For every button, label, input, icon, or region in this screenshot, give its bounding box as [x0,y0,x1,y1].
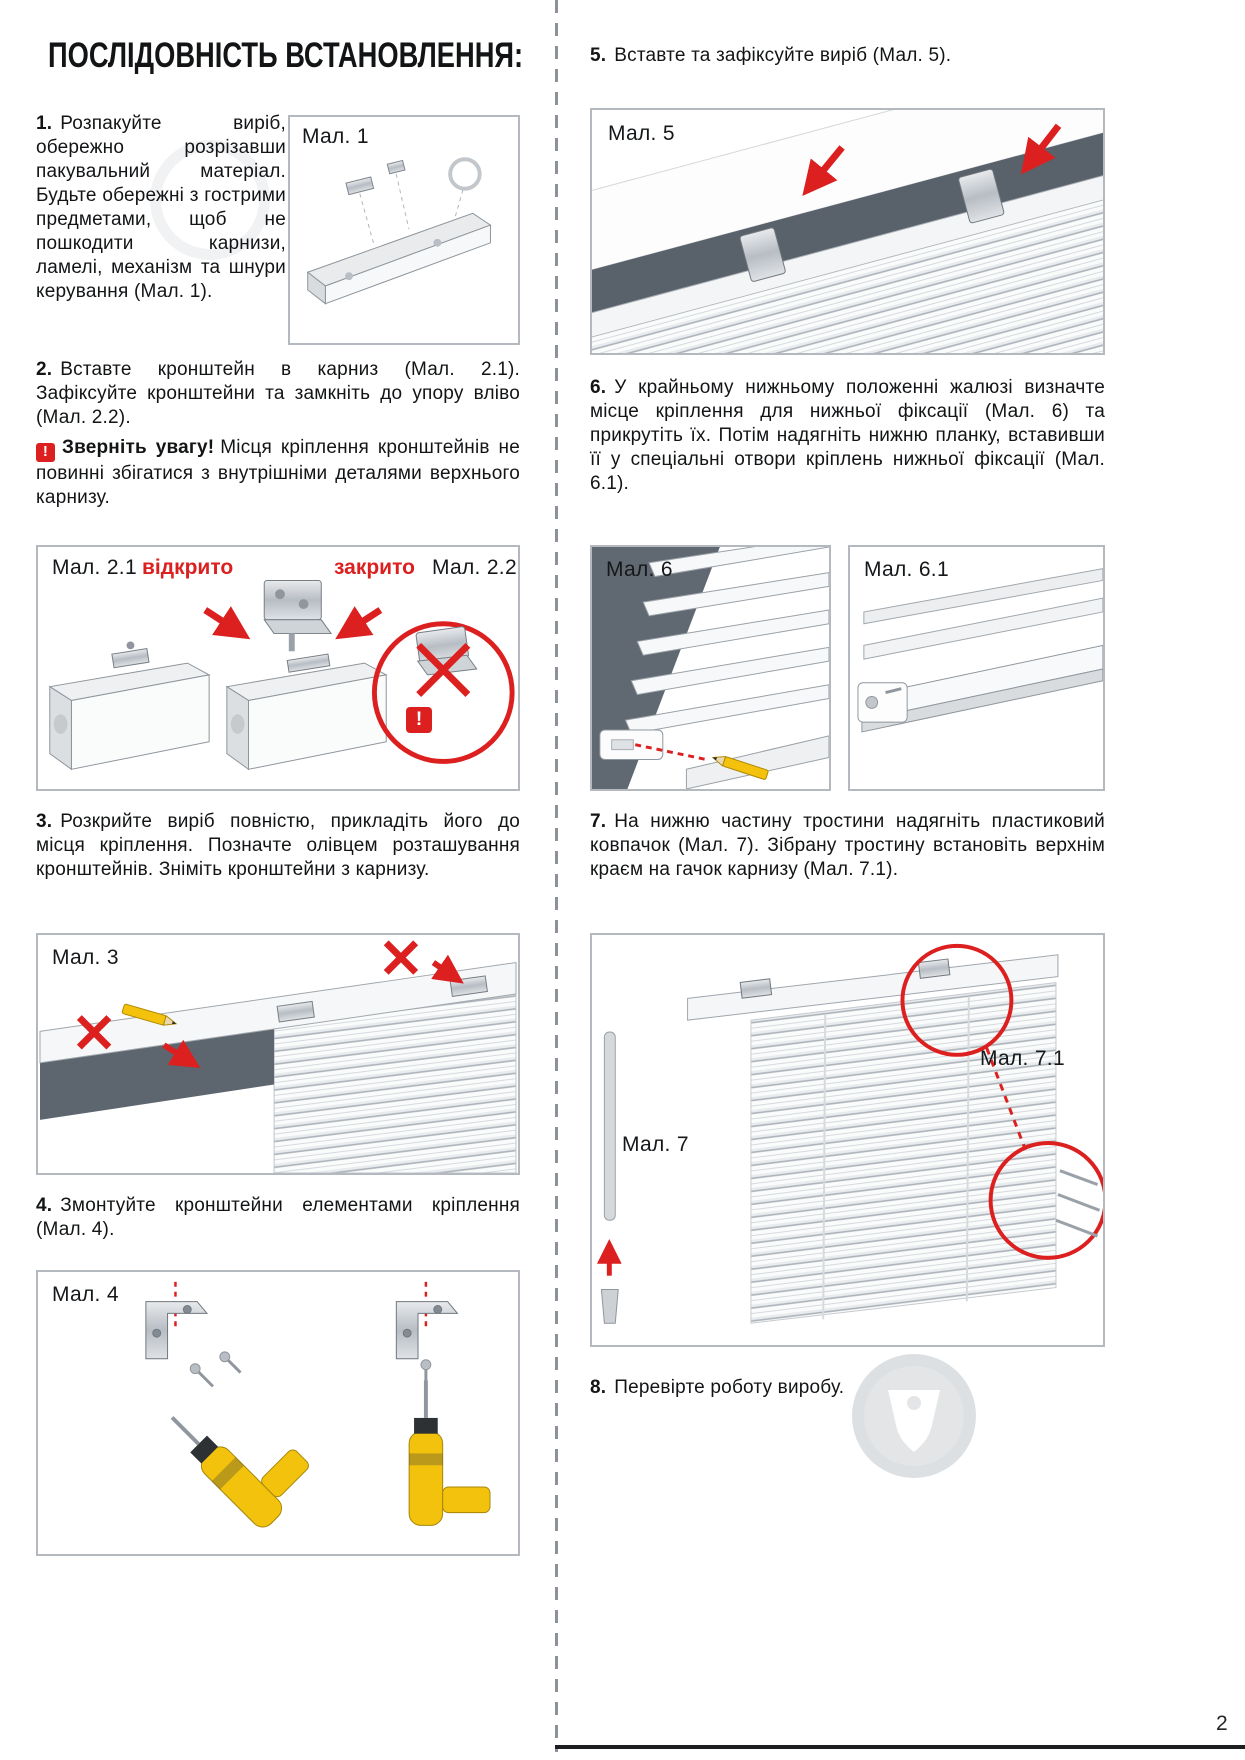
step-6-number: 6. [590,377,607,398]
step-4 [36,1194,520,1242]
bracket-icon [146,1302,207,1359]
figure-3 [36,933,520,1175]
blind-slats [751,983,1056,1324]
cornice-rail [308,213,491,303]
step-4-number: 4. [36,1195,53,1216]
fixation-bracket [600,730,663,760]
wand [601,1032,618,1323]
figure-7-label: Мал. 7 [622,1133,689,1156]
figure-4-label: Мал. 4 [52,1283,119,1306]
drill-icon [160,1372,320,1532]
figure-3-illustration [38,935,518,1173]
footer-rule [555,1745,1245,1749]
figure-6-1 [848,545,1105,791]
step-5 [590,44,1105,68]
figure-6-illustration [592,547,829,789]
step-5-text: Вставте та зафіксуйте виріб (Мал. 5). [614,45,952,66]
step-8 [590,1376,1010,1400]
figure-4 [36,1270,520,1556]
cornice-closed [227,654,386,769]
figure-7 [590,933,1105,1347]
step-3 [36,810,520,882]
closed-state-label: закрито [334,556,415,579]
step-1-number: 1. [36,113,53,134]
figure-7-1-label: Мал. 7.1 [980,1047,1065,1070]
bracket-icon [396,1302,457,1359]
step-7-text: На нижню частину тростини надягніть пластиковий ковпачок (Мал. 7). Зібрану тростину встановіть верхнім краєм на гачок карнизу (Мал. 7.1). [590,811,1105,880]
figure-5-illustration [592,110,1103,353]
figure-1-label: Мал. 1 [302,125,369,148]
drill-icon [409,1380,490,1525]
figure-2-1-label: Мал. 2.1 [52,556,137,579]
window-top-assembly [592,110,1103,353]
warning-title: Зверніть увагу! [62,437,215,458]
bottom-rail [686,736,829,789]
step-7-number: 7. [590,811,607,832]
alert-icon: ! [406,707,432,733]
figure-6 [590,545,831,791]
figure-5 [590,108,1105,355]
step-6 [590,376,1105,496]
bracket-icon [918,959,949,978]
step-3-text: Розкрийте виріб повністю, прикладіть його до місця кріплення. Позначте олівцем розташування кронштейнів. Зніміть кронштейни з карнизу. [36,811,520,880]
step-7 [590,810,1105,882]
figure-2-2-label: Мал. 2.2 [432,556,517,579]
step-8-text: Перевірте роботу виробу. [614,1377,845,1398]
warning-text: Місця кріплення кронштейнів не повинні збігатися з внутрішніми деталями верхнього карнизу. [36,437,520,508]
screws [190,1352,431,1388]
bracket-icon [740,979,771,998]
step-6-text: У крайньому нижньому положенні жалюзі визначте місце кріплення для нижньої фіксації (Мал. 6) та прикрутіть їх. Потім надягніть нижню планку, вставивши її у спеціальні отвори кріплень нижньої фіксації (Мал. 6.1). [590,377,1105,494]
figure-6-1-label: Мал. 6.1 [864,558,949,581]
page-number: 2 [1216,1712,1228,1735]
figure-6-1-illustration [850,547,1103,789]
figure-3-label: Мал. 3 [52,946,119,969]
step-2 [36,358,520,510]
wand-cap [601,1290,618,1324]
open-state-label: відкрито [142,556,234,579]
warning-icon: ! [36,443,55,462]
brand-watermark-icon [848,1350,980,1482]
step-3-number: 3. [36,811,53,832]
bracket-detail [264,580,331,651]
warning-note [36,436,520,510]
step-5-number: 5. [590,45,607,66]
wrong-position-callout [374,624,512,762]
step-2-text: Вставте кронштейн в карниз (Мал. 2.1). Зафіксуйте кронштейни та замкніть до упору вліво (Мал. 2.2). [36,359,520,428]
figure-1-illustration [290,117,518,343]
mount-guides [175,1282,425,1327]
figure-6-label: Мал. 6 [606,558,673,581]
cornice-open [50,641,209,769]
step-8-number: 8. [590,1377,607,1398]
figure-2-illustration [38,547,518,789]
figure-1 [288,115,520,345]
figure-5-label: Мал. 5 [608,122,675,145]
fixation-latch [858,683,907,722]
cord-coil-icon [450,159,479,188]
step-4-text: Змонтуйте кронштейни елементами кріплення (Мал. 4). [36,1195,520,1240]
column-divider [555,0,558,1752]
figure-2 [36,545,520,791]
page-title: ПОСЛІДОВНІСТЬ ВСТАНОВЛЕННЯ: [48,36,524,75]
figure-4-illustration [38,1272,518,1554]
step-1-text: Розпакуйте виріб, обережно розрізавши пакувальний матеріал. Будьте обережні з гострими предметами, щоб не пошкодити карнизи, ламелі, механізм та шнури керування (Мал. 1). [36,113,286,302]
step-1 [36,112,286,304]
step-2-number: 2. [36,359,53,380]
